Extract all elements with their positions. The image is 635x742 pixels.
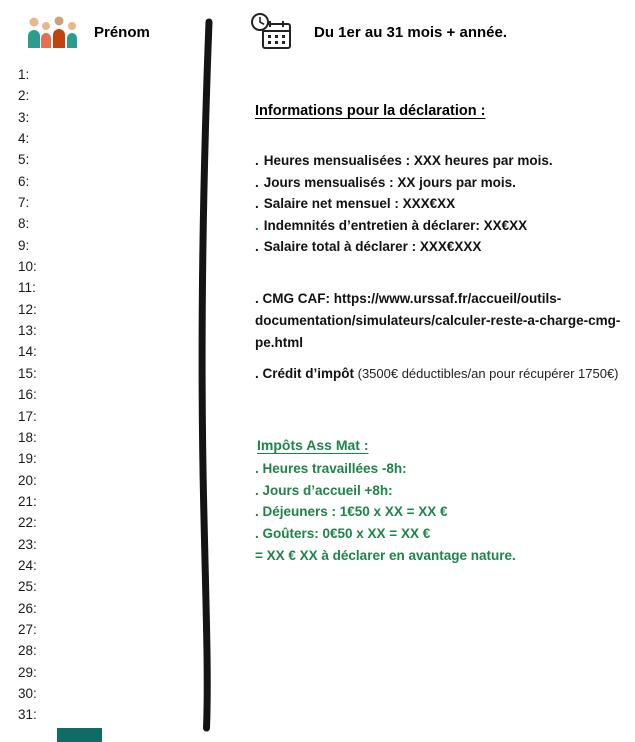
cmg-caf-url-line: . CMG CAF: https://www.urssaf.fr/accueil/outils-documentation/simulateurs/calculer-reste-a-charge-cmg-pe.html (255, 291, 621, 350)
day-number: 30: (18, 685, 37, 701)
impots-list (255, 458, 516, 567)
impots-heading: Impôts Ass Mat : (257, 437, 369, 453)
day-number: 21: (18, 493, 37, 509)
credit-impot-detail: (3500€ déductibles/an pour récupérer 1750€) (354, 366, 619, 381)
info-line-text: Indemnités d’entretien à déclarer: XX€XX (263, 217, 528, 233)
day-number: 16: (18, 387, 37, 403)
day-number: 29: (18, 664, 37, 680)
period-title: Du 1er au 31 mois + année. (314, 23, 508, 41)
day-number: 13: (18, 323, 37, 339)
teal-footer-mark (57, 728, 102, 742)
impots-line: = XX € XX à déclarer en avantage nature. (255, 547, 516, 563)
day-number: 28: (18, 643, 37, 659)
bullet-dot: . (255, 153, 259, 168)
impots-line: . Goûters: 0€50 x XX = XX € (255, 526, 431, 542)
day-number: 26: (18, 600, 37, 616)
info-line-heures (255, 150, 553, 172)
day-number: 9: (18, 237, 30, 253)
day-number: 17: (18, 408, 37, 424)
day-number: 20: (18, 472, 37, 488)
day-number: 12: (18, 301, 37, 317)
day-number: 19: (18, 451, 37, 467)
vertical-divider-line (193, 18, 223, 734)
info-line-salaire-net (255, 193, 553, 215)
right-header (250, 12, 507, 52)
info-line-text: Salaire net mensuel : XXX€XX (263, 196, 456, 211)
day-number: 24: (18, 557, 37, 573)
day-number-list (18, 64, 37, 726)
day-number: 1: (18, 67, 30, 82)
day-number: 23: (18, 536, 37, 552)
prenom-title: Prénom (94, 23, 150, 41)
day-number: 11: (18, 280, 36, 296)
declaration-heading: Informations pour la déclaration : (255, 103, 486, 119)
bullet-dot: . (255, 174, 259, 190)
family-icon (26, 14, 80, 50)
info-line-text: Heures mensualisées : XXX heures par mois. (263, 153, 553, 168)
day-number: 31: (18, 707, 37, 723)
bullet-dot-green: . (255, 217, 259, 233)
day-number: 6: (18, 173, 30, 189)
day-number: 2: (18, 88, 30, 104)
day-number: 14: (18, 344, 37, 360)
info-line-jours (255, 172, 553, 194)
day-number: 3: (18, 109, 30, 125)
credit-impot-line (255, 364, 631, 384)
day-number: 4: (18, 131, 30, 147)
info-line-indemnites (255, 215, 553, 237)
day-number: 25: (18, 579, 37, 595)
info-line-text: Jours mensualisés : XX jours par mois. (263, 174, 516, 190)
impots-line: . Déjeuners : 1€50 x XX = XX € (255, 504, 448, 520)
day-number: 7: (18, 195, 30, 211)
day-number: 8: (18, 216, 30, 232)
impots-line: . Heures travaillées -8h: (255, 461, 407, 476)
day-number: 15: (18, 365, 37, 381)
credit-impot-label: . Crédit d’impôt (255, 366, 354, 381)
day-number: 18: (18, 429, 37, 445)
day-number: 5: (18, 152, 30, 168)
info-line-salaire-total (255, 236, 553, 258)
left-header (26, 14, 150, 50)
bullet-dot: . (255, 239, 259, 254)
clock-calendar-icon (250, 12, 294, 52)
day-number: 22: (18, 515, 37, 531)
impots-line: . Jours d’accueil +8h: (255, 482, 393, 498)
bullet-dot: . (255, 196, 259, 211)
day-number: 27: (18, 621, 37, 637)
declaration-lines (255, 150, 553, 258)
day-number: 10: (18, 259, 37, 275)
info-line-text: Salaire total à déclarer : XXX€XXX (263, 239, 482, 254)
